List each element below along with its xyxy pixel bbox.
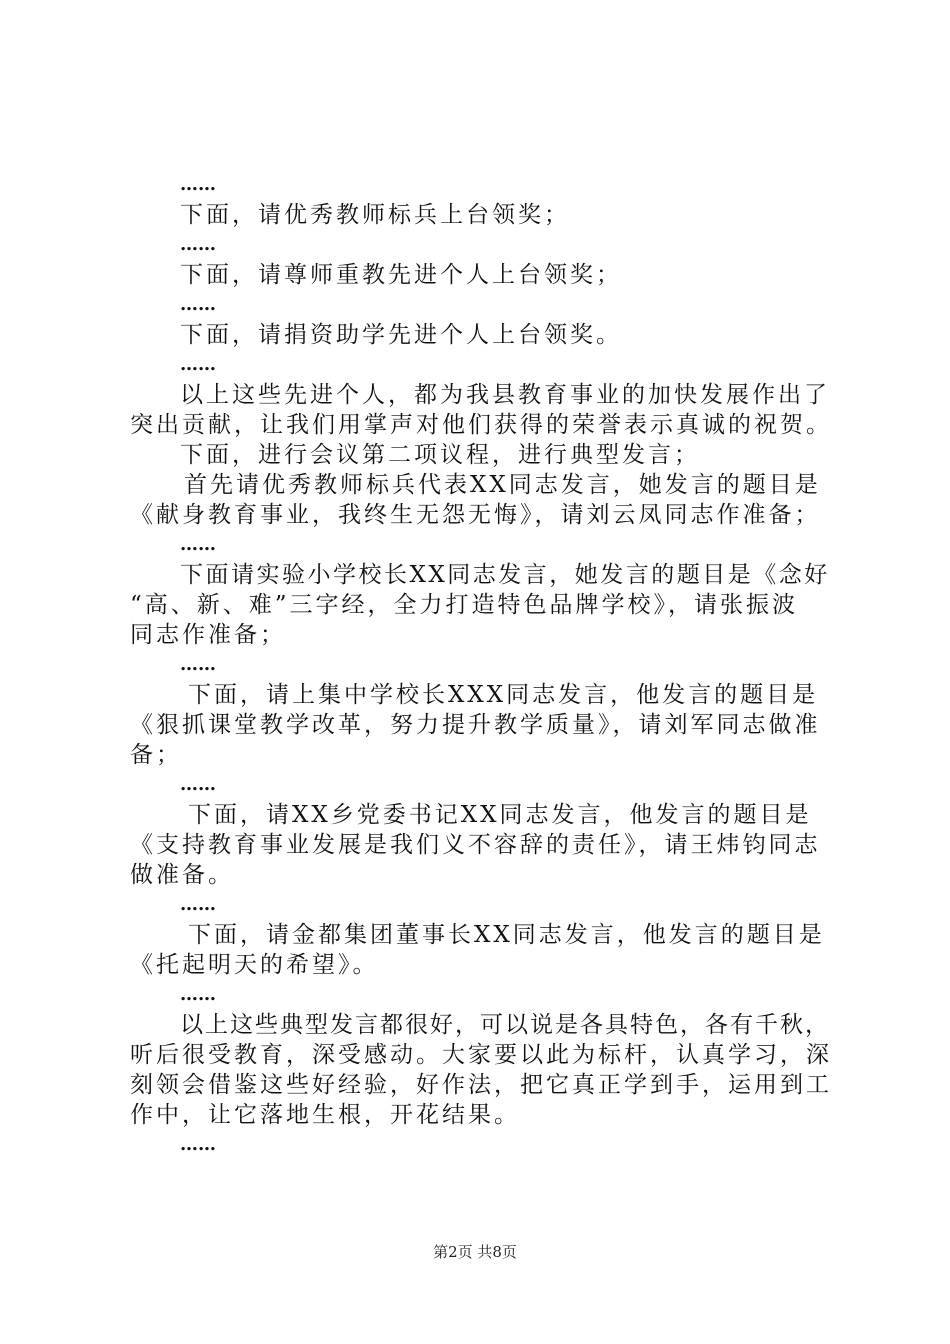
text-line: 听后很受教育，深受感动。大家要以此为标杆，认真学习，深: [130, 1042, 832, 1068]
ellipsis-line: ……: [180, 774, 216, 795]
text-line: 《支持教育事业发展是我们义不容辞的责任》，请王炜钧同志: [130, 832, 821, 858]
text-line: 备；: [130, 742, 182, 768]
document-body: [130, 170, 835, 1160]
ellipsis-line: ……: [180, 894, 216, 915]
text-line: 《托起明天的希望》。: [130, 952, 379, 978]
ellipsis-line: ……: [180, 1134, 216, 1155]
text-line: 下面，请金都集团董事长XX同志发言，他发言的题目是: [188, 922, 825, 948]
ellipsis-line: ……: [180, 354, 216, 375]
page-number: 第2页 共8页: [433, 1243, 517, 1261]
ellipsis-line: ……: [180, 294, 216, 315]
ellipsis-line: ……: [180, 174, 216, 195]
text-line: 下面，请优秀教师标兵上台领奖；: [180, 202, 570, 228]
text-line: 首先请优秀教师标兵代表XX同志发言，她发言的题目是: [184, 472, 821, 498]
text-line: 下面，请尊师重教先进个人上台领奖；: [180, 262, 622, 288]
text-line: 刻领会借鉴这些好经验，好作法，把它真正学到手，运用到工: [130, 1072, 832, 1098]
ellipsis-line: ……: [180, 654, 216, 675]
text-line: 以上这些先进个人，都为我县教育事业的加快发展作出了: [180, 382, 830, 408]
text-line: 下面，请XX乡党委书记XX同志发言，他发言的题目是: [188, 802, 812, 828]
text-line: 同志作准备；: [130, 622, 286, 648]
text-line: 下面，进行会议第二项议程，进行典型发言；: [180, 442, 700, 468]
ellipsis-line: ……: [180, 234, 216, 255]
text-line: 下面，请捐资助学先进个人上台领奖。: [180, 322, 622, 348]
text-line: 突出贡献，让我们用掌声对他们获得的荣誉表示真诚的祝贺。: [130, 412, 832, 438]
text-line: 《狠抓课堂教学改革，努力提升教学质量》，请刘军同志做准: [130, 712, 821, 738]
page-footer: [0, 1242, 950, 1262]
text-line: “高、新、难”三字经，全力打造特色品牌学校》，请张振波: [130, 592, 799, 618]
text-line: 作中，让它落地生根，开花结果。: [130, 1102, 520, 1128]
text-line: 《献身教育事业，我终生无怨无悔》，请刘云凤同志作准备；: [130, 502, 821, 528]
text-line: 下面请实验小学校长XX同志发言，她发言的题目是《念好: [180, 562, 830, 588]
ellipsis-line: ……: [180, 984, 216, 1005]
text-line: 下面，请上集中学校长XXX同志发言，他发言的题目是: [188, 682, 819, 708]
ellipsis-line: ……: [180, 534, 216, 555]
text-line: 做准备。: [130, 862, 234, 888]
text-line: 以上这些典型发言都很好，可以说是各具特色，各有千秋，: [180, 1012, 830, 1038]
